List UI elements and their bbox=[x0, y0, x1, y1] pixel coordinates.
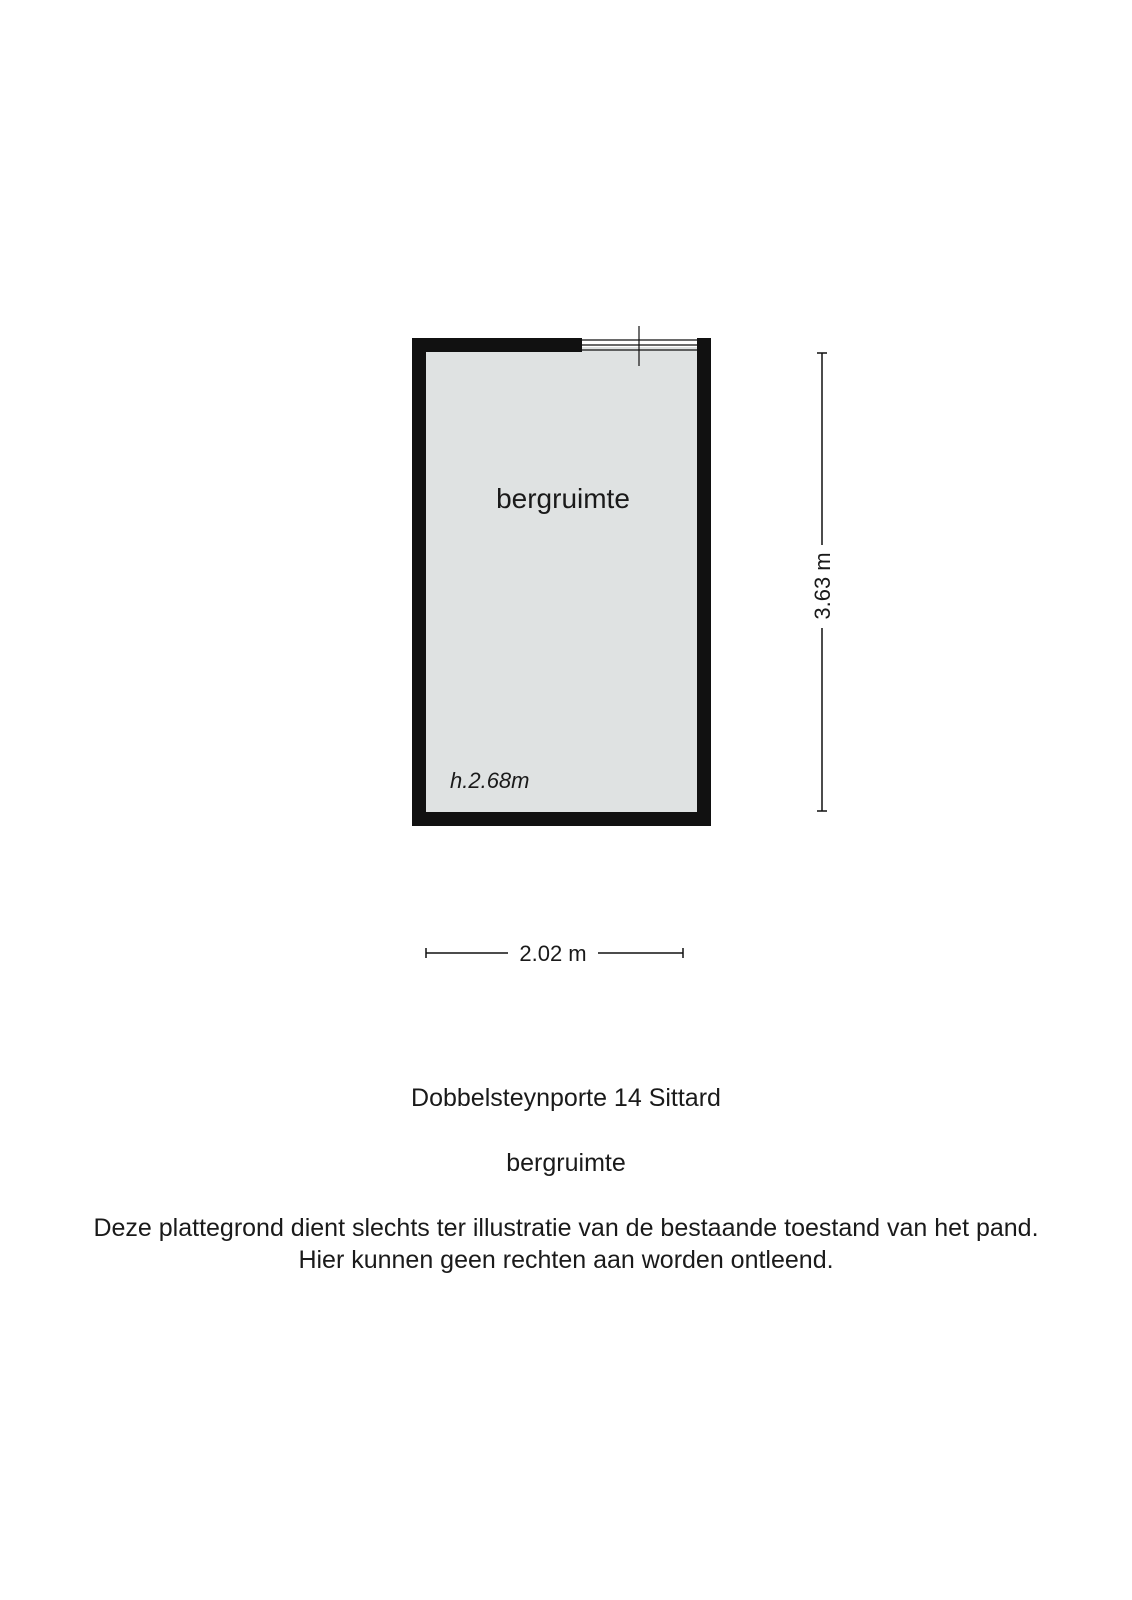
floor-name-caption: bergruimte bbox=[506, 1149, 626, 1177]
wall-left bbox=[412, 338, 426, 826]
wall-top-left bbox=[412, 338, 582, 352]
disclaimer-line-1: Deze plattegrond dient slechts ter illustratie van de bestaande toestand van het pand. bbox=[93, 1214, 1039, 1242]
address-caption: Dobbelsteynporte 14 Sittard bbox=[411, 1084, 721, 1112]
disclaimer-line-2: Hier kunnen geen rechten aan worden ontleend. bbox=[298, 1246, 834, 1274]
depth-dimension-label: 3.63 m bbox=[810, 552, 835, 620]
ceiling-height-label: h.2.68m bbox=[450, 768, 530, 793]
room-label: bergruimte bbox=[496, 483, 630, 514]
disclaimer bbox=[0, 1212, 1132, 1276]
wall-right bbox=[697, 338, 711, 826]
wall-bottom bbox=[412, 812, 711, 826]
width-dimension-label: 2.02 m bbox=[519, 941, 587, 966]
room-floor bbox=[412, 347, 698, 814]
